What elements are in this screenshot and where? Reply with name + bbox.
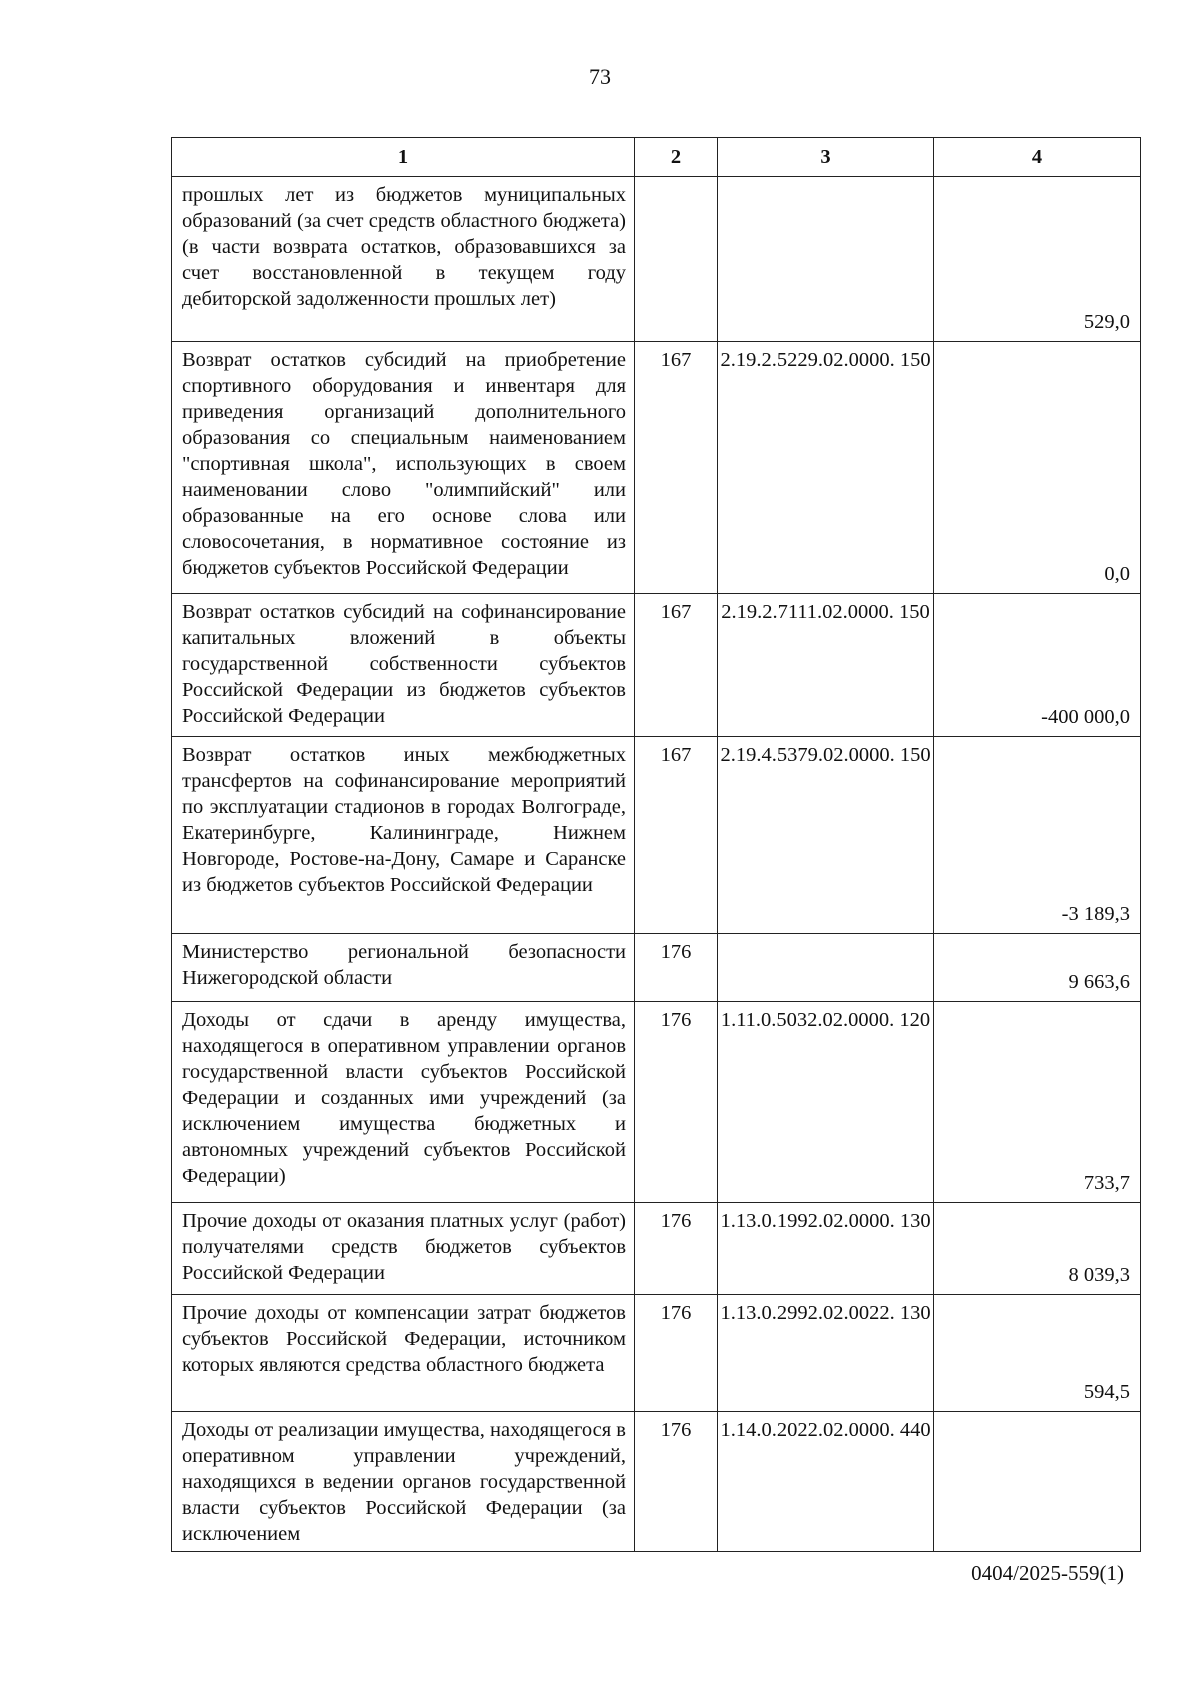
row-amount-cell-text: -3 189,3 [1061, 903, 1130, 925]
row-admin-code-cell-text: 167 [660, 349, 692, 371]
table-row [172, 1002, 1141, 1203]
row-classification-code-cell-text: 2.19.2.5229.02.0000. 150 [720, 349, 931, 371]
row-amount-cell [934, 1295, 1141, 1412]
header-col-4: 4 [934, 138, 1141, 177]
row-admin-code-cell-text: 176 [660, 1009, 692, 1031]
row-name-cell-text: прошлых лет из бюджетов муниципальных образований (за счет средств областного бюджета) (в части возврата остатков, образовавшихся за счет восстановленной в текущем году дебиторской задолженности прошлых лет) [182, 184, 626, 310]
row-amount-cell [934, 1203, 1141, 1295]
row-name-cell [172, 1295, 635, 1412]
row-classification-code-cell [718, 737, 934, 934]
row-admin-code-cell-text: 176 [660, 1419, 692, 1441]
table-row [172, 1412, 1141, 1552]
row-classification-code-cell-text: 2.19.2.7111.02.0000. 150 [721, 601, 930, 623]
row-name-cell-text: Возврат остатков субсидий на софинансирование капитальных вложений в объекты государственной собственности субъектов Российской Федерации из бюджетов субъектов Российской Федерации [182, 601, 626, 727]
row-admin-code-cell-text: 176 [660, 1210, 692, 1232]
row-classification-code-cell-text: 1.13.0.1992.02.0000. 130 [720, 1210, 931, 1232]
row-classification-code-cell-text: 2.19.4.5379.02.0000. 150 [720, 744, 931, 766]
row-classification-code-cell [718, 177, 934, 342]
row-classification-code-cell-text: 1.13.0.2992.02.0022. 130 [720, 1302, 931, 1324]
row-name-cell [172, 737, 635, 934]
row-admin-code-cell-text: 167 [660, 601, 692, 623]
row-classification-code-cell-text: 1.14.0.2022.02.0000. 440 [720, 1419, 931, 1441]
row-name-cell-text: Возврат остатков субсидий на приобретение спортивного оборудования и инвентаря для приведения организаций дополнительного образования со специальным наименованием "спортивная школа", использующих в своем наименовании слово "олимпийский" или образованные на его основе слова или словосочетания, в нормативное состояние из бюджетов субъектов Российской Федерации [182, 349, 626, 579]
row-amount-cell-text: 529,0 [1083, 311, 1130, 333]
row-name-cell [172, 594, 635, 737]
row-admin-code-cell-text: 176 [660, 941, 692, 963]
document-code: 0404/2025-559(1) [971, 1561, 1124, 1585]
row-admin-code-cell [635, 1412, 718, 1552]
table-header-row [172, 138, 1141, 177]
row-admin-code-cell-text: 167 [660, 744, 692, 766]
row-classification-code-cell-text: 1.11.0.5032.02.0000. 120 [720, 1009, 931, 1031]
row-name-cell-text: Доходы от сдачи в аренду имущества, находящегося в оперативном управлении органов государственной власти субъектов Российской Федерации и созданных ими учреждений (за исключением имущества бюджетных и автономных учреждений субъектов Российской Федерации) [182, 1009, 626, 1187]
row-name-cell-text: Доходы от реализации имущества, находящегося в оперативном управлении учреждений, находящихся в ведении органов государственной власти субъектов Российской Федерации (за исключением [182, 1419, 626, 1545]
row-amount-cell-text: -400 000,0 [1041, 706, 1130, 728]
row-amount-cell [934, 737, 1141, 934]
row-name-cell [172, 177, 635, 342]
row-admin-code-cell [635, 594, 718, 737]
row-classification-code-cell [718, 342, 934, 594]
row-amount-cell [934, 934, 1141, 1002]
row-name-cell [172, 1002, 635, 1203]
header-col-3: 3 [718, 138, 934, 177]
row-classification-code-cell [718, 1412, 934, 1552]
row-classification-code-cell [718, 934, 934, 1002]
row-admin-code-cell [635, 342, 718, 594]
row-classification-code-cell [718, 594, 934, 737]
header-col-2: 2 [635, 138, 718, 177]
row-classification-code-cell [718, 1002, 934, 1203]
row-name-cell-text: Прочие доходы от компенсации затрат бюджетов субъектов Российской Федерации, источником которых являются средства областного бюджета [182, 1302, 626, 1376]
table-row [172, 177, 1141, 342]
row-amount-cell [934, 342, 1141, 594]
row-admin-code-cell [635, 1002, 718, 1203]
row-name-cell-text: Возврат остатков иных межбюджетных трансфертов на софинансирование мероприятий по эксплуатации стадионов в городах Волгограде, Екатеринбурге, Калининграде, Нижнем Новгороде, Ростове-на-Дону, Самаре и Саранске из бюджетов субъектов Российской Федерации [182, 744, 626, 896]
revenue-table [171, 137, 1141, 1552]
table-row [172, 594, 1141, 737]
row-amount-cell [934, 1002, 1141, 1203]
table-row [172, 342, 1141, 594]
row-amount-cell [934, 1412, 1141, 1552]
row-name-cell [172, 934, 635, 1002]
row-name-cell-text: Министерство региональной безопасности Нижегородской области [182, 941, 626, 989]
header-col-1: 1 [172, 138, 635, 177]
row-amount-cell [934, 177, 1141, 342]
table-row [172, 934, 1141, 1002]
row-admin-code-cell [635, 1295, 718, 1412]
row-admin-code-cell-text: 176 [660, 1302, 692, 1324]
row-amount-cell-text: 594,5 [1083, 1381, 1130, 1403]
row-name-cell-text: Прочие доходы от оказания платных услуг (работ) получателями средств бюджетов субъектов Российской Федерации [182, 1210, 626, 1284]
table-row [172, 1203, 1141, 1295]
row-admin-code-cell [635, 934, 718, 1002]
table-row [172, 737, 1141, 934]
page-number: 73 [589, 64, 611, 89]
row-amount-cell [934, 594, 1141, 737]
row-amount-cell-text: 9 663,6 [1068, 971, 1130, 993]
row-amount-cell-text: 8 039,3 [1068, 1264, 1130, 1286]
row-classification-code-cell [718, 1203, 934, 1295]
row-admin-code-cell [635, 737, 718, 934]
row-admin-code-cell [635, 177, 718, 342]
row-name-cell [172, 1203, 635, 1295]
row-amount-cell-text: 0,0 [1104, 563, 1130, 585]
row-classification-code-cell [718, 1295, 934, 1412]
row-admin-code-cell [635, 1203, 718, 1295]
row-amount-cell-text: 733,7 [1083, 1172, 1130, 1194]
row-name-cell [172, 342, 635, 594]
table-row [172, 1295, 1141, 1412]
row-name-cell [172, 1412, 635, 1552]
